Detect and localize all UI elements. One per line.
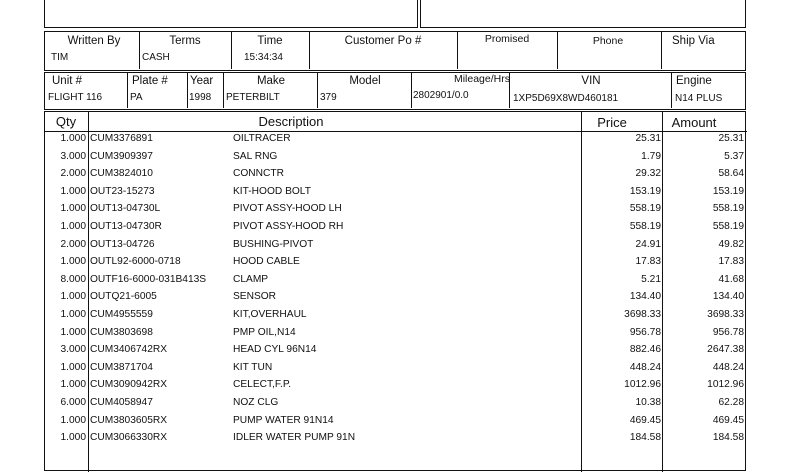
price-cell: 17.83 <box>635 256 661 268</box>
part-number-cell: OUT13-04730L <box>90 203 161 215</box>
table-row <box>0 344 798 362</box>
price-cell: 24.91 <box>635 238 661 250</box>
qty-cell: 1.000 <box>60 309 86 320</box>
table-row <box>0 309 798 327</box>
price-cell: 5.21 <box>641 273 661 285</box>
part-number-cell: CUM3066330RX <box>90 432 168 444</box>
table-row <box>0 151 798 169</box>
part-number-cell: CUM3803698 <box>90 326 153 338</box>
year-value: 1998 <box>189 92 212 103</box>
description-cell: PMP OIL,N14 <box>233 326 296 338</box>
amount-header: Amount <box>671 115 717 130</box>
table-row <box>0 274 798 292</box>
price-cell: 469.45 <box>629 414 661 426</box>
qty-cell: 3.000 <box>60 344 86 356</box>
table-row <box>0 397 798 415</box>
vin-label: VIN <box>581 75 601 87</box>
description-cell: HOOD CABLE <box>233 256 300 268</box>
price-cell: 1012.96 <box>624 379 661 391</box>
price-header: Price <box>597 115 627 130</box>
make-value: PETERBILT <box>226 92 280 103</box>
qty-cell: 1.000 <box>60 414 86 426</box>
amount-cell: 469.45 <box>712 414 744 426</box>
amount-cell: 3698.33 <box>707 309 744 320</box>
qty-cell: 1.000 <box>60 326 86 338</box>
amount-cell: 184.58 <box>712 432 744 444</box>
year-label: Year <box>190 75 214 87</box>
price-cell: 134.40 <box>629 291 661 303</box>
customer-po-label: Customer Po # <box>344 35 422 47</box>
qty-cell: 1.000 <box>60 203 86 215</box>
amount-cell: 62.28 <box>718 397 744 408</box>
description-cell: PIVOT ASSY-HOOD LH <box>233 203 342 215</box>
description-cell: PUMP WATER 91N14 <box>233 414 334 426</box>
table-row <box>0 239 798 257</box>
table-row <box>0 186 798 204</box>
qty-cell: 1.000 <box>60 256 86 268</box>
part-number-cell: CUM3909397 <box>90 150 153 162</box>
make-label: Make <box>256 75 286 87</box>
description-cell: CLAMP <box>233 273 269 285</box>
table-row <box>0 256 798 274</box>
part-number-cell: CUM3090942RX <box>90 379 168 391</box>
part-number-cell: CUM3406742RX <box>90 344 168 356</box>
table-row <box>0 221 798 239</box>
part-number-cell: CUM3871704 <box>90 361 153 373</box>
qty-cell: 1.000 <box>60 221 86 232</box>
part-number-cell: OUTQ21-6005 <box>90 291 157 303</box>
part-number-cell: CUM4955559 <box>90 309 153 320</box>
description-cell: KIT-HOOD BOLT <box>233 185 311 197</box>
amount-cell: 134.40 <box>712 291 744 303</box>
plate-label: Plate # <box>132 75 168 87</box>
written-by-value: TIM <box>51 52 69 63</box>
amount-cell: 153.19 <box>712 185 744 197</box>
qty-cell: 3.000 <box>60 150 86 162</box>
qty-cell: 1.000 <box>60 361 86 373</box>
qty-cell: 6.000 <box>60 397 86 408</box>
amount-cell: 558.19 <box>712 221 744 232</box>
amount-cell: 25.31 <box>718 133 744 144</box>
part-number-cell: OUTF16-6000-031B413S <box>90 273 207 285</box>
mileage-value: 2802901/0.0 <box>413 90 469 101</box>
qty-cell: 1.000 <box>60 185 86 197</box>
mileage-label: Mileage/Hrs <box>453 73 510 85</box>
description-cell: CONNCTR <box>233 168 284 180</box>
engine-value: N14 PLUS <box>675 93 723 104</box>
description-header: Description <box>258 114 324 129</box>
amount-cell: 58.64 <box>718 168 744 180</box>
amount-cell: 41.68 <box>718 273 744 285</box>
qty-cell: 1.000 <box>60 291 86 303</box>
terms-label: Terms <box>169 35 201 47</box>
qty-cell: 8.000 <box>60 273 86 285</box>
ship-via-label: Ship Via <box>672 35 715 47</box>
qty-cell: 2.000 <box>60 168 86 180</box>
amount-cell: 5.37 <box>724 150 744 162</box>
qty-cell: 1.000 <box>60 432 86 444</box>
engine-label: Engine <box>676 75 712 87</box>
part-number-cell: CUM3376891 <box>90 133 153 144</box>
description-cell: CELECT,F.P. <box>233 379 292 391</box>
terms-value: CASH <box>142 52 170 63</box>
table-row <box>0 168 798 186</box>
description-cell: HEAD CYL 96N14 <box>233 344 317 356</box>
table-row <box>0 432 798 450</box>
price-cell: 184.58 <box>629 432 661 444</box>
price-cell: 29.32 <box>635 168 661 180</box>
price-cell: 956.78 <box>629 326 661 338</box>
price-cell: 882.46 <box>629 344 661 356</box>
description-cell: NOZ CLG <box>233 397 279 408</box>
part-number-cell: CUM3803605RX <box>90 414 168 426</box>
table-row <box>0 415 798 433</box>
unit-value: FLIGHT 116 <box>48 92 103 103</box>
table-row <box>0 291 798 309</box>
description-cell: OILTRACER <box>233 133 291 144</box>
unit-label: Unit # <box>52 75 83 87</box>
price-cell: 558.19 <box>629 221 661 232</box>
part-number-cell: CUM3824010 <box>90 168 153 180</box>
amount-cell: 448.24 <box>712 361 744 373</box>
vin-value: 1XP5D69X8WD460181 <box>513 93 619 104</box>
qty-cell: 2.000 <box>60 238 86 250</box>
part-number-cell: OUT23-15273 <box>90 185 155 197</box>
description-cell: BUSHING-PIVOT <box>233 238 314 250</box>
description-cell: KIT TUN <box>233 361 273 373</box>
part-number-cell: OUTL92-6000-0718 <box>90 256 181 268</box>
description-cell: SAL RNG <box>233 150 278 162</box>
description-cell: IDLER WATER PUMP 91N <box>233 432 356 444</box>
price-cell: 448.24 <box>629 361 661 373</box>
written-by-label: Written By <box>67 35 121 47</box>
top-right-box <box>420 0 746 28</box>
table-row <box>0 379 798 397</box>
table-row <box>0 203 798 221</box>
amount-cell: 17.83 <box>718 256 744 268</box>
model-label: Model <box>349 75 381 87</box>
description-cell: SENSOR <box>233 291 277 303</box>
table-row <box>0 133 798 151</box>
qty-header: Qty <box>55 114 77 129</box>
amount-cell: 956.78 <box>712 326 744 338</box>
top-left-box <box>44 0 418 28</box>
table-row <box>0 362 798 380</box>
price-cell: 1.79 <box>641 150 661 162</box>
amount-cell: 558.19 <box>712 203 744 215</box>
part-number-cell: OUT13-04730R <box>90 221 162 232</box>
qty-cell: 1.000 <box>60 133 86 144</box>
qty-cell: 1.000 <box>60 379 86 391</box>
amount-cell: 49.82 <box>718 238 744 250</box>
plate-value: PA <box>130 92 143 103</box>
price-cell: 153.19 <box>629 185 661 197</box>
price-cell: 10.38 <box>635 397 661 408</box>
amount-cell: 1012.96 <box>707 379 744 391</box>
price-cell: 25.31 <box>635 133 661 144</box>
part-number-cell: OUT13-04726 <box>90 238 155 250</box>
promised-label: Promised <box>484 33 530 45</box>
table-row <box>0 327 798 345</box>
price-cell: 558.19 <box>629 203 661 215</box>
phone-label: Phone <box>592 35 624 47</box>
model-value: 379 <box>320 92 337 103</box>
price-cell: 3698.33 <box>624 309 661 320</box>
description-cell: KIT,OVERHAUL <box>233 309 307 320</box>
amount-cell: 2647.38 <box>707 344 744 356</box>
part-number-cell: CUM4058947 <box>90 397 153 408</box>
description-cell: PIVOT ASSY-HOOD RH <box>233 221 344 232</box>
time-value: 15:34:34 <box>244 52 283 63</box>
time-label: Time <box>257 35 283 47</box>
